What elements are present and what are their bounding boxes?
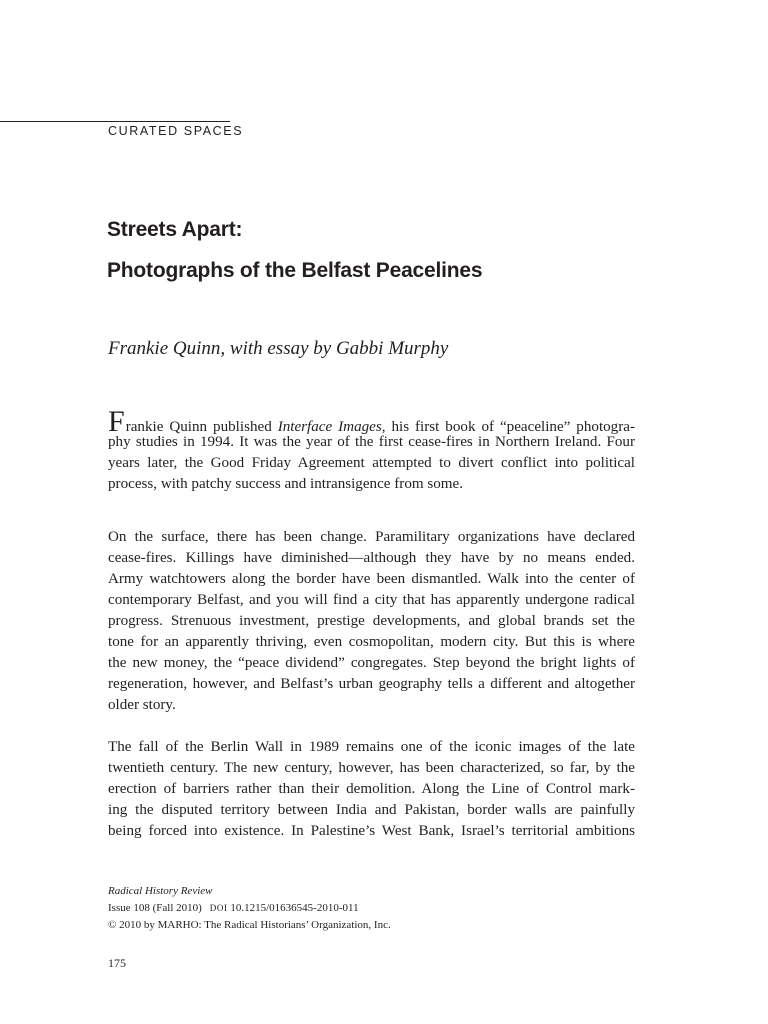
- article-title-line-1: Streets Apart:: [107, 218, 243, 241]
- drop-cap: F: [108, 405, 125, 438]
- paragraph-2-line: tone for an apparently thriving, even cosmopolitan, modern city. But this is where: [108, 634, 635, 650]
- paragraph-2-line: older story.: [108, 697, 176, 713]
- paragraph-2-line: the new money, the “peace dividend” congregates. Step beyond the bright lights of: [108, 655, 635, 671]
- book-title: Interface Images: [277, 419, 382, 435]
- paragraph-3-line: being forced into existence. In Palestine’s West Bank, Israel’s territorial ambitions: [108, 823, 635, 839]
- page-number: 175: [108, 956, 126, 970]
- paragraph-2-line: regeneration, however, and Belfast’s urban geography tells a different and altogether: [108, 676, 635, 692]
- publication-footer: [108, 883, 391, 934]
- paragraph-2-line: Army watchtowers along the border have been dismantled. Walk into the center of: [108, 571, 635, 587]
- paragraph-1-line: years later, the Good Friday Agreement attempted to divert conflict into political: [108, 455, 635, 471]
- journal-name: Radical History Review: [108, 885, 213, 897]
- paragraph-3-line: erection of barriers rather than their demolition. Along the Line of Control mark-: [108, 781, 635, 797]
- issue-info: Issue 108 (Fall 2010): [108, 902, 202, 914]
- article-title-line-2: Photographs of the Belfast Peacelines: [107, 259, 483, 282]
- paragraph-1-line: process, with patchy success and intransigence from some.: [108, 476, 464, 492]
- issue-line: [108, 900, 391, 917]
- paragraph-1: [108, 405, 635, 495]
- paragraph-2-line: On the surface, there has been change. Paramilitary organizations have declared: [108, 529, 635, 545]
- paragraph-2-line: contemporary Belfast, and you will find a city that has apparently undergone radical: [108, 592, 635, 608]
- paragraph-1-line: Frankie Quinn published Interface Images, his first book of “peaceline” photogra-: [108, 405, 635, 438]
- section-label: CURATED SPACES: [108, 124, 244, 138]
- paragraph-3-line: The fall of the Berlin Wall in 1989 remains one of the iconic images of the late: [108, 739, 635, 755]
- paragraph-1-line: phy studies in 1994. It was the year of the first cease-fires in Northern Ireland. Four: [108, 434, 635, 450]
- paragraph-2-line: progress. Strenuous investment, prestige developments, and global brands set the: [108, 613, 635, 629]
- doi-value: 10.1215/01636545-2010-011: [230, 902, 359, 914]
- paragraph-3: [108, 737, 635, 842]
- header-rule: [0, 121, 230, 122]
- paragraph-2: [108, 527, 635, 716]
- paragraph-3-line: ing the disputed territory between India and Pakistan, border walls are painfully: [108, 802, 635, 818]
- doi-label: DOI: [209, 903, 228, 913]
- article-byline: Frankie Quinn, with essay by Gabbi Murphy: [108, 338, 449, 359]
- copyright-notice: © 2010 by MARHO: The Radical Historians’ Organization, Inc.: [108, 919, 391, 931]
- paragraph-2-line: cease-fires. Killings have diminished—although they have by no means ended.: [108, 550, 635, 566]
- paragraph-3-line: twentieth century. The new century, however, has been characterized, so far, by the: [108, 760, 635, 776]
